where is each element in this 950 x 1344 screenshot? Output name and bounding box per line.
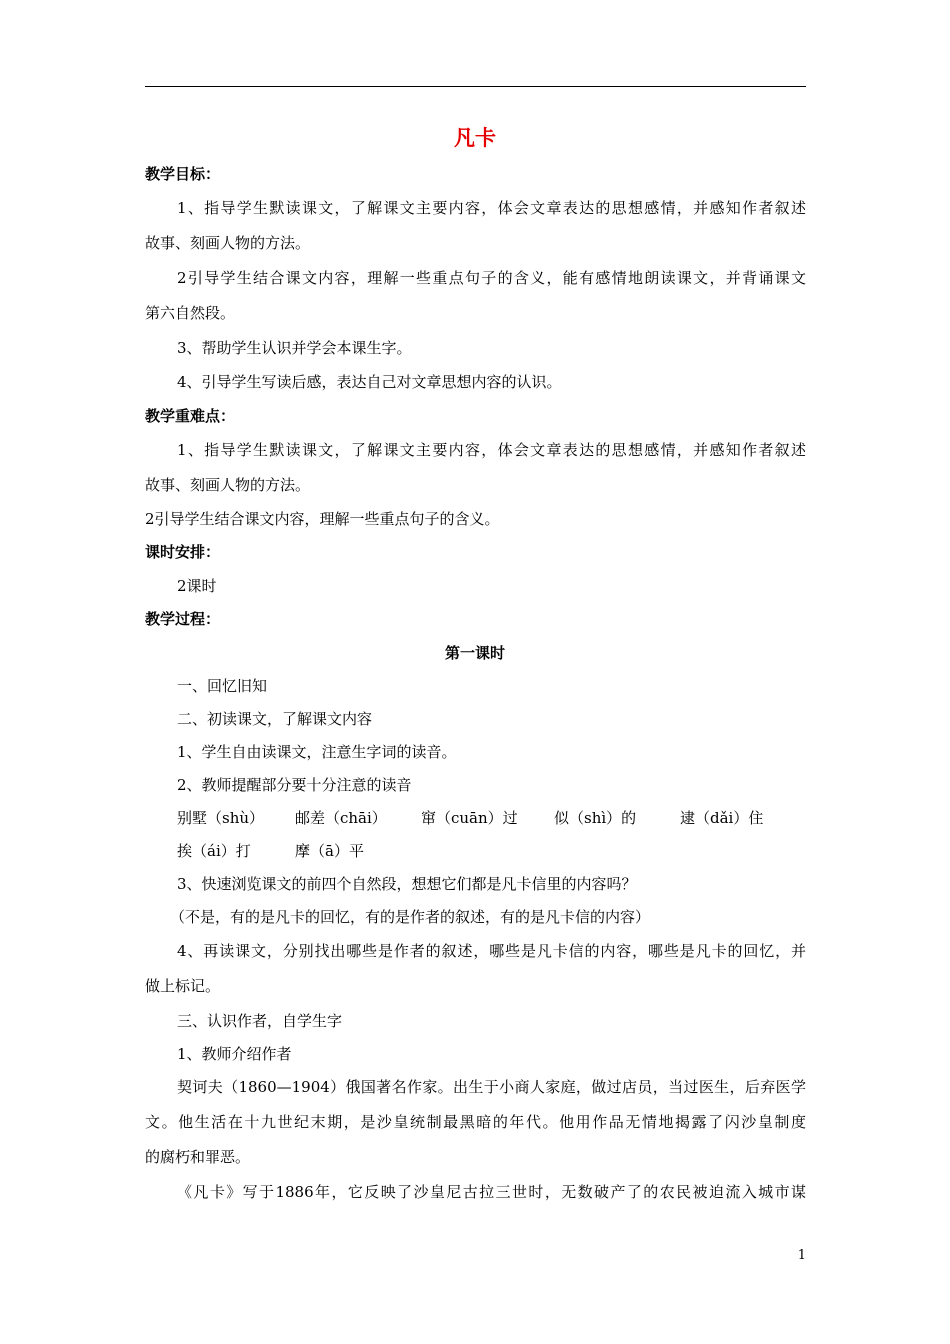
step-3-1: 1、教师介绍作者 <box>177 1045 292 1063</box>
page-title: 凡卡 <box>454 126 496 150</box>
pinyin-item: 别墅（shù） <box>177 809 265 827</box>
step-2: 二、初读课文，了解课文内容 <box>177 710 373 728</box>
key-heading: 教学重难点： <box>145 407 236 425</box>
pinyin-item: 似（shì）的 <box>554 809 637 827</box>
step-3: 三、认识作者，自学生字 <box>177 1012 343 1030</box>
key-1-line-1: 1、指导学生默读课文，了解课文主要内容，体会文章表达的思想感情，并感知作者叙述 <box>177 441 806 459</box>
goals-heading: 教学目标： <box>145 165 221 183</box>
step-2-4-line-1: 4、再读课文，分别找出哪些是作者的叙述，哪些是凡卡信的内容，哪些是凡卡的回忆，并 <box>177 942 806 960</box>
goal-2-line-2: 第六自然段。 <box>145 304 236 322</box>
step-2-1: 1、学生自由读课文，注意生字词的读音。 <box>177 743 457 761</box>
key-1-line-2: 故事、刻画人物的方法。 <box>145 476 311 494</box>
process-heading: 教学过程： <box>145 610 221 628</box>
key-2: 2引导学生结合课文内容，理解一些重点句子的含义。 <box>145 510 500 528</box>
author-line-2: 文。他生活在十九世纪末期，是沙皇统制最黑暗的年代。他用作品无情地揭露了闪沙皇制度 <box>145 1113 806 1131</box>
header-rule <box>145 86 806 87</box>
goal-3: 3、帮助学生认识并学会本课生字。 <box>177 339 412 357</box>
author-line-1: 契诃夫（1860—1904）俄国著名作家。出生于小商人家庭，做过店员，当过医生，后弃医学 <box>177 1078 806 1096</box>
pinyin-item: 逮（dǎi）住 <box>680 809 764 827</box>
goal-1-line-1: 1、指导学生默读课文，了解课文主要内容，体会文章表达的思想感情，并感知作者叙述 <box>177 199 806 217</box>
pinyin-item: 邮差（chāi） <box>295 809 387 827</box>
pinyin-item: 挨（ái）打 <box>177 842 251 860</box>
step-2-2: 2、教师提醒部分要十分注意的读音 <box>177 776 412 794</box>
step-2-3: 3、快速浏览课文的前四个自然段，想想它们都是凡卡信里的内容吗？ <box>177 875 637 893</box>
step-2-4-line-2: 做上标记。 <box>145 977 221 995</box>
step-1: 一、回忆旧知 <box>177 677 268 695</box>
pinyin-item: 窜（cuān）过 <box>421 809 518 827</box>
schedule-text: 2课时 <box>177 577 217 595</box>
pinyin-item: 摩（ā）平 <box>295 842 364 860</box>
author-line-3: 的腐朽和罪恶。 <box>145 1148 251 1166</box>
goal-4: 4、引导学生写读后感，表达自己对文章思想内容的认识。 <box>177 373 562 391</box>
work-line-1: 《凡卡》写于1886年，它反映了沙皇尼古拉三世时，无数破产了的农民被迫流入城市谋 <box>177 1183 806 1201</box>
lesson-heading: 第一课时 <box>444 644 505 662</box>
goal-2-line-1: 2引导学生结合课文内容，理解一些重点句子的含义，能有感情地朗读课文，并背诵课文 <box>177 269 806 287</box>
goal-1-line-2: 故事、刻画人物的方法。 <box>145 234 311 252</box>
step-2-3-answer: （不是，有的是凡卡的回忆，有的是作者的叙述，有的是凡卡信的内容） <box>170 908 651 926</box>
schedule-heading: 课时安排： <box>145 543 221 561</box>
page-number: 1 <box>797 1248 806 1263</box>
